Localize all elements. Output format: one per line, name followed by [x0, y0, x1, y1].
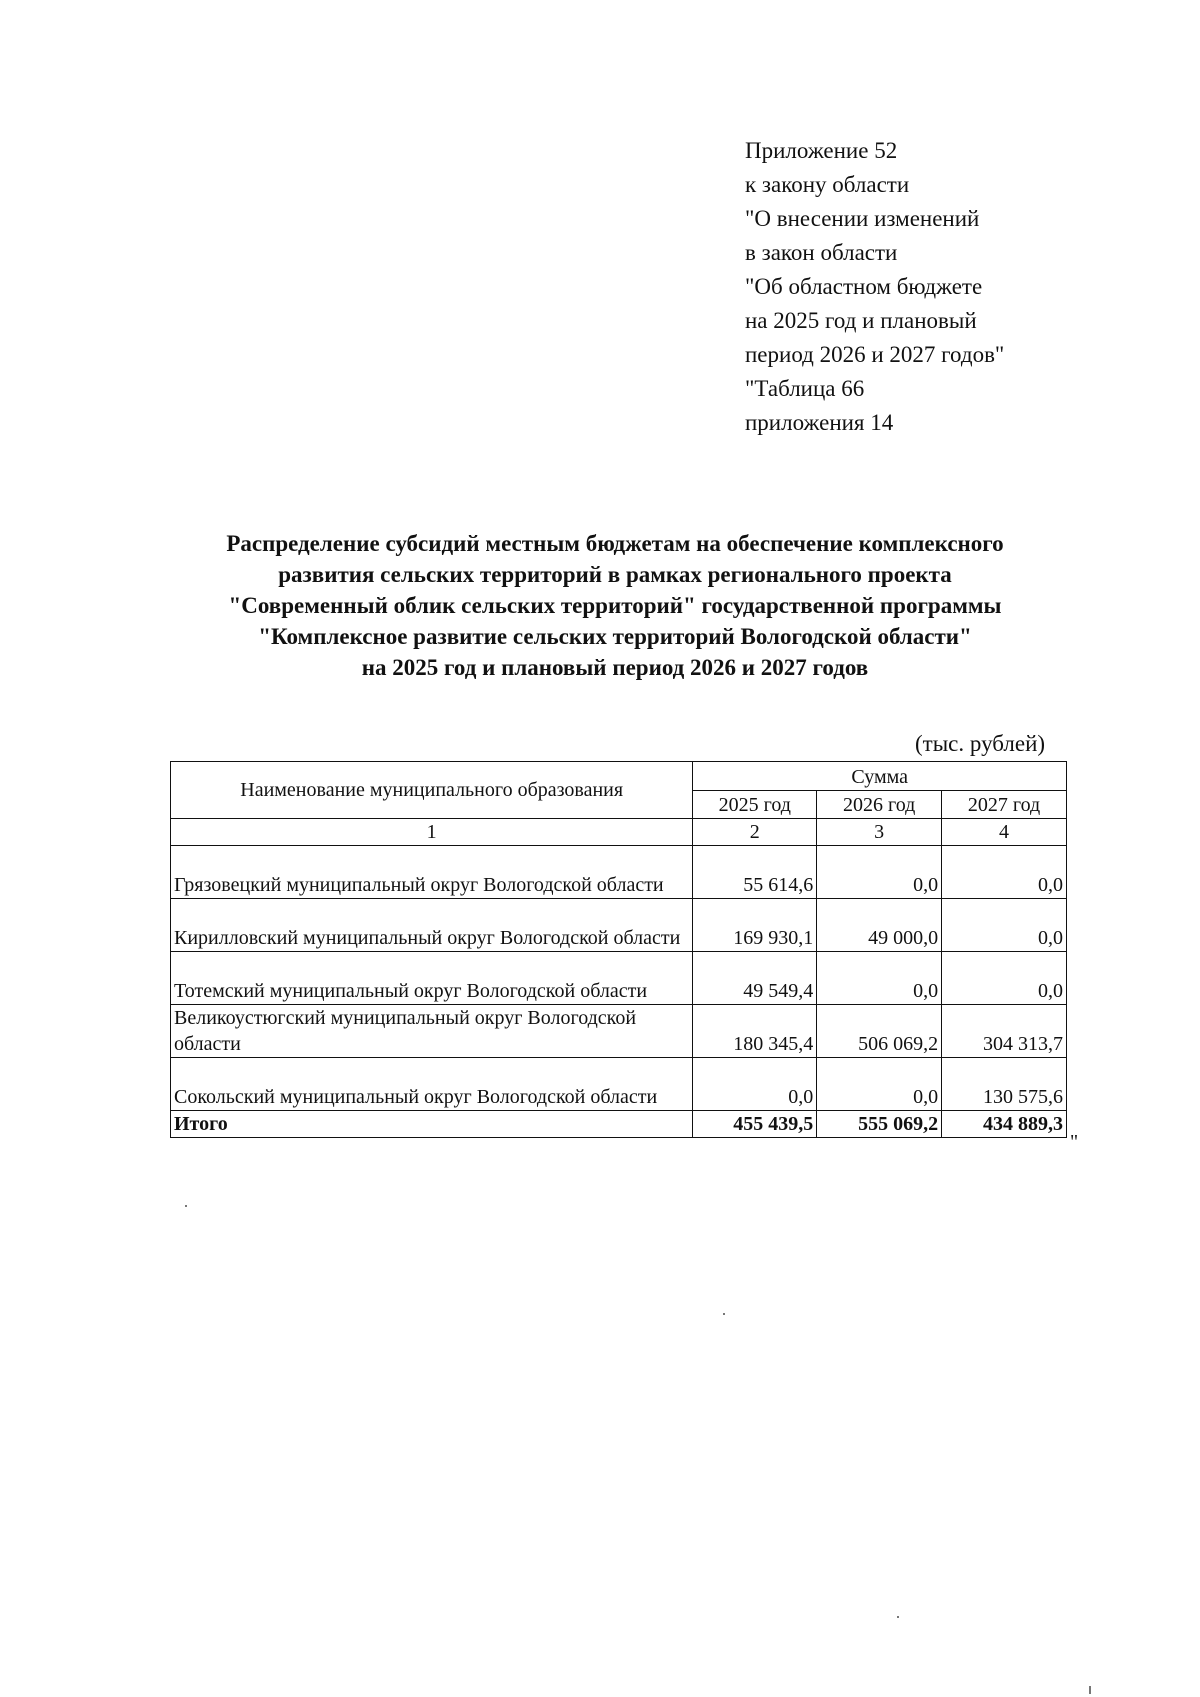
value-2025: 169 930,1 [693, 899, 817, 952]
value-2026: 0,0 [817, 1058, 942, 1111]
header-year-2027: 2027 год [942, 790, 1067, 819]
column-index: 1 [171, 819, 693, 846]
table-row [171, 846, 1067, 899]
value-2027: 0,0 [942, 846, 1067, 899]
appendix-line: Приложение 52 [745, 138, 898, 163]
table-row [171, 1005, 1067, 1058]
value-2027: 0,0 [942, 952, 1067, 1005]
value-2026: 0,0 [817, 952, 942, 1005]
table-row [171, 952, 1067, 1005]
header-municipality: Наименование муниципального образования [171, 762, 693, 819]
appendix-line: в закон области [745, 240, 898, 265]
value-2026: 49 000,0 [817, 899, 942, 952]
closing-quote: " [1070, 1131, 1079, 1153]
title-line: развития сельских территорий в рамках регионального проекта [278, 562, 952, 587]
appendix-line: "Таблица 66 [745, 376, 865, 401]
total-2025: 455 439,5 [693, 1111, 817, 1138]
header-sum: Сумма [693, 762, 1067, 791]
value-2026: 506 069,2 [817, 1005, 942, 1058]
subsidy-table [170, 761, 1067, 1138]
total-2026: 555 069,2 [817, 1111, 942, 1138]
appendix-line: на 2025 год и плановый [745, 308, 977, 333]
appendix-block [745, 134, 1004, 440]
scan-speck [723, 1313, 725, 1315]
value-2026: 0,0 [817, 846, 942, 899]
title-line: Распределение субсидий местным бюджетам на обеспечение комплексного [226, 531, 1004, 556]
value-2027: 130 575,6 [942, 1058, 1067, 1111]
total-row [171, 1111, 1067, 1138]
value-2025: 0,0 [693, 1058, 817, 1111]
title-line: "Современный облик сельских территорий" государственной программы [228, 593, 1002, 618]
scan-speck [185, 1205, 187, 1207]
appendix-line: к закону области [745, 172, 910, 197]
header-year-2026: 2026 год [817, 790, 942, 819]
appendix-line: приложения 14 [745, 410, 894, 435]
appendix-line: "Об областном бюджете [745, 274, 983, 299]
total-2027: 434 889,3 [942, 1111, 1067, 1138]
appendix-line: "О внесении изменений [745, 206, 980, 231]
municipality-name: Великоустюгский муниципальный округ Вологодской области [171, 1005, 693, 1058]
title-line: "Комплексное развитие сельских территорий Вологодской области" [258, 624, 972, 649]
value-2027: 0,0 [942, 899, 1067, 952]
document-title [150, 528, 1080, 683]
column-index: 2 [693, 819, 817, 846]
header-year-2025: 2025 год [693, 790, 817, 819]
value-2027: 304 313,7 [942, 1005, 1067, 1058]
title-line: на 2025 год и плановый период 2026 и 2027 годов [361, 655, 869, 680]
units-label: (тыс. рублей) [915, 731, 1046, 756]
table-row [171, 899, 1067, 952]
value-2025: 180 345,4 [693, 1005, 817, 1058]
municipality-name: Тотемский муниципальный округ Вологодской области [171, 952, 693, 1005]
column-index: 4 [942, 819, 1067, 846]
value-2025: 55 614,6 [693, 846, 817, 899]
total-label: Итого [171, 1111, 693, 1138]
table-row [171, 1058, 1067, 1111]
scan-speck [1089, 1686, 1091, 1694]
appendix-line: период 2026 и 2027 годов" [745, 342, 1005, 367]
municipality-name: Грязовецкий муниципальный округ Вологодской области [171, 846, 693, 899]
scan-speck [897, 1616, 899, 1618]
value-2025: 49 549,4 [693, 952, 817, 1005]
municipality-name: Кирилловский муниципальный округ Вологодской области [171, 899, 693, 952]
column-index: 3 [817, 819, 942, 846]
municipality-name: Сокольский муниципальный округ Вологодской области [171, 1058, 693, 1111]
